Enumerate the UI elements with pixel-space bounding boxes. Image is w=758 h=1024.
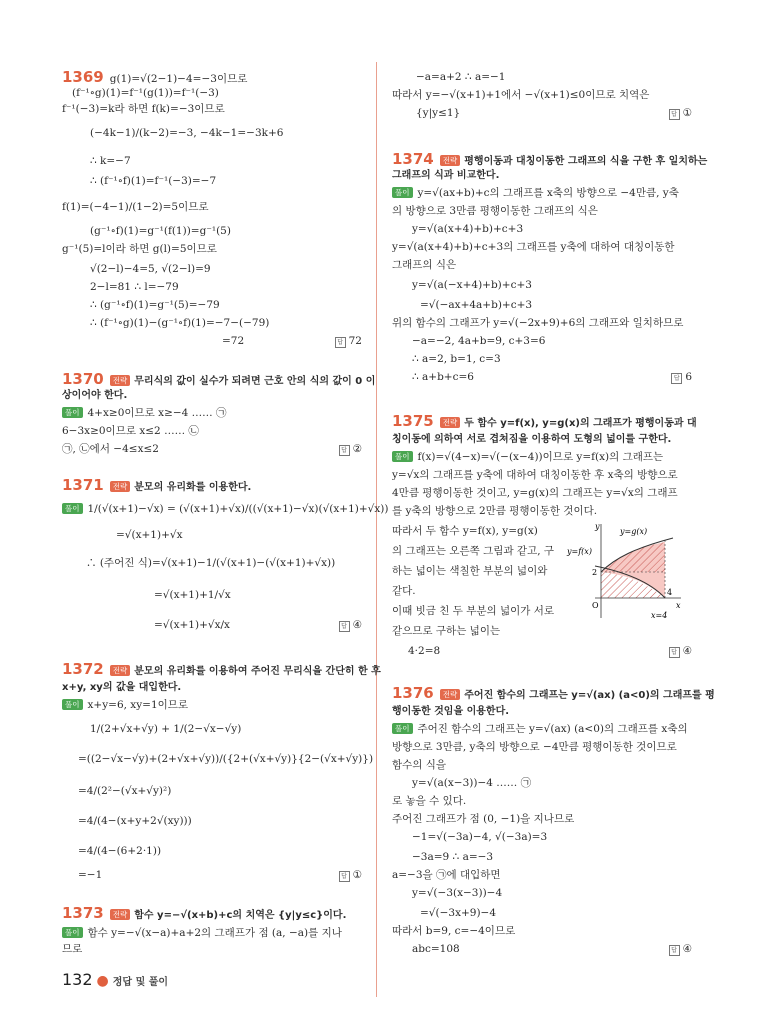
line-text: 그래프의 식은 bbox=[392, 259, 457, 271]
line-text: =√(−3x+9)−4 bbox=[420, 907, 497, 919]
solution-line bbox=[62, 388, 127, 403]
line-text: =√(x+1)+√x bbox=[116, 529, 183, 541]
line-text: −3a=9 ∴ a=−3 bbox=[412, 851, 494, 863]
solution-line bbox=[412, 222, 523, 236]
answer-mark bbox=[339, 442, 362, 456]
label-x-eq-4: x=4 bbox=[651, 611, 668, 620]
line-text: y=√(ax+b)+c의 그래프를 x축의 방향으로 −4만큼, y축 bbox=[417, 187, 679, 199]
line-text: −a=a+2 ∴ a=−1 bbox=[416, 71, 506, 83]
solution-line bbox=[90, 722, 241, 736]
solution-line bbox=[412, 278, 532, 292]
answer-mark bbox=[669, 942, 692, 956]
solution-line bbox=[116, 528, 183, 542]
answer-box-icon: 답 bbox=[671, 373, 682, 384]
line-text: 의 그래프는 오른쪽 그림과 같고, 구 bbox=[392, 545, 555, 557]
solution-line bbox=[392, 722, 688, 736]
solution-line bbox=[392, 524, 538, 538]
line-text: =√(x+1)+1/√x bbox=[154, 589, 231, 601]
solution-line bbox=[62, 698, 188, 712]
solution-line bbox=[78, 784, 171, 798]
solution-line bbox=[392, 812, 574, 826]
line-text: 행이동한 것임을 이용한다. bbox=[392, 706, 510, 717]
line-text: 두 함수 y=f(x), y=g(x)의 그래프가 평행이동과 대 bbox=[464, 418, 697, 429]
line-text: 6−3x≥0이므로 x≤2 …… ㉡ bbox=[62, 425, 199, 437]
solution-line bbox=[420, 906, 496, 920]
line-text: (−4k−1)/(k−2)=−3, −4k−1=−3k+6 bbox=[90, 127, 284, 139]
strategy-tag: 전략 bbox=[110, 665, 131, 676]
solution-line bbox=[392, 504, 597, 518]
answer-box-icon: 답 bbox=[339, 871, 350, 882]
solution-line bbox=[90, 262, 211, 276]
line-text: 주어진 함수의 그래프는 y=√(ax) (a<0)의 그래프를 평 bbox=[464, 690, 715, 701]
line-text: y=√(a(x+4)+b)+c+3 bbox=[412, 223, 524, 235]
solution-line bbox=[392, 924, 515, 938]
line-text: ∴ (f⁻¹∘g)(1)−(g⁻¹∘f)(1)=−7−(−79) bbox=[90, 317, 270, 329]
page-number: 132 bbox=[62, 970, 93, 989]
solution-line bbox=[78, 814, 192, 828]
answer-mark bbox=[671, 370, 692, 384]
solution-line bbox=[392, 584, 416, 598]
line-text: ∴ (주어진 식)=√(x+1)−1/(√(x+1)−(√(x+1)+√x)) bbox=[86, 557, 336, 569]
line-text: ∴ a=2, b=1, c=3 bbox=[412, 353, 501, 365]
line-text: ∴ (f⁻¹∘f)(1)=f⁻¹(−3)=−7 bbox=[90, 175, 217, 187]
line-text: 의 방향으로 3만큼 평행이동한 그래프의 식은 bbox=[392, 205, 598, 217]
solution-line bbox=[392, 88, 649, 102]
line-text: 따라서 y=−√(x+1)+1에서 −√(x+1)≤0이므로 치역은 bbox=[392, 89, 650, 101]
solution-line bbox=[392, 758, 446, 772]
line-text: 4만큼 평행이동한 것이고, y=g(x)의 그래프는 y=√x의 그래프 bbox=[392, 487, 678, 499]
strategy-tag: 전략 bbox=[440, 417, 461, 428]
solution-line bbox=[90, 126, 283, 140]
line-text: 따라서 b=9, c=−4이므로 bbox=[392, 925, 516, 937]
solution-line bbox=[392, 186, 679, 200]
page-footer bbox=[62, 970, 168, 989]
solution-line bbox=[62, 502, 388, 516]
problem-header bbox=[62, 70, 247, 86]
problem-number: 1370 bbox=[62, 370, 104, 388]
problem-header bbox=[62, 662, 381, 679]
label-two: 2 bbox=[592, 568, 598, 577]
answer-mark bbox=[339, 618, 362, 632]
solution-line bbox=[78, 844, 161, 858]
line-text: (f⁻¹∘g)(1)=f⁻¹(g(1))=f⁻¹(−3) bbox=[72, 87, 219, 99]
line-text: f(1)=(−4−1)/(1−2)=5이므로 bbox=[62, 201, 209, 213]
line-text: 로 놓을 수 있다. bbox=[392, 795, 467, 807]
answer-value: ① bbox=[352, 869, 362, 881]
line-text: 4+x≥0이므로 x≥−4 …… ㉠ bbox=[87, 407, 227, 419]
line-text: y=√(a(−x+4)+b)+c+3 bbox=[412, 279, 532, 291]
answer-value: ④ bbox=[352, 619, 362, 631]
problem-header bbox=[392, 414, 697, 431]
line-text: =4/(4−(6+2·1)) bbox=[78, 845, 162, 857]
answer-mark bbox=[339, 868, 362, 882]
column-divider bbox=[376, 62, 377, 997]
line-text: f⁻¹(−3)=k라 하면 f(k)=−3이므로 bbox=[62, 103, 225, 115]
solution-line bbox=[392, 468, 678, 482]
solution-line bbox=[62, 680, 181, 695]
answer-mark bbox=[669, 106, 692, 120]
line-text: g⁻¹(5)=l이라 하면 g(l)=5이므로 bbox=[62, 243, 217, 255]
solution-line bbox=[392, 624, 500, 638]
line-text: 함수의 식을 bbox=[392, 759, 447, 771]
solution-line bbox=[62, 442, 159, 456]
solution-line bbox=[412, 830, 547, 844]
line-text: ∴ (g⁻¹∘f)(1)=g⁻¹(5)=−79 bbox=[90, 299, 220, 311]
answer-value: ④ bbox=[682, 645, 692, 657]
line-text: 그래프의 식과 비교한다. bbox=[392, 170, 500, 181]
solution-line bbox=[392, 486, 678, 500]
line-text: 따라서 두 함수 y=f(x), y=g(x) bbox=[392, 525, 538, 537]
line-text: =72 bbox=[222, 335, 245, 347]
solution-line bbox=[392, 204, 598, 218]
line-text: x+y=6, xy=1이므로 bbox=[87, 699, 189, 711]
answer-box-icon: 답 bbox=[669, 945, 680, 956]
line-text: abc=108 bbox=[412, 943, 460, 955]
solution-tag: 풀이 bbox=[62, 407, 83, 418]
answer-value: ② bbox=[352, 443, 362, 455]
line-text: g(1)=√(2−1)−4=−3이므로 bbox=[109, 73, 248, 85]
label-g: y=g(x) bbox=[620, 527, 648, 536]
label-x: x bbox=[676, 601, 681, 610]
line-text: 1/(√(x+1)−√x) = (√(x+1)+√x)/((√(x+1)−√x)(√(x+1)+√x)) bbox=[87, 503, 389, 515]
solution-line bbox=[90, 280, 179, 294]
solution-line bbox=[392, 704, 509, 719]
line-text: 를 y축의 방향으로 2만큼 평행이동한 것이다. bbox=[392, 505, 598, 517]
label-y: y bbox=[595, 522, 600, 531]
line-text: 므로 bbox=[62, 943, 83, 955]
solution-line bbox=[90, 298, 220, 312]
problem-number: 1372 bbox=[62, 660, 104, 678]
line-text: 같으므로 구하는 넓이는 bbox=[392, 625, 501, 637]
answer-value: 72 bbox=[348, 335, 362, 347]
line-text: (g⁻¹∘f)(1)=g⁻¹(f(1))=g⁻¹(5) bbox=[90, 225, 231, 237]
line-text: −1=√(−3a)−4, √(−3a)=3 bbox=[412, 831, 548, 843]
line-text: 위의 함수의 그래프가 y=√(−2x+9)+6의 그래프와 일치하므로 bbox=[392, 317, 684, 329]
solution-line bbox=[154, 588, 231, 602]
answer-box-icon: 답 bbox=[339, 621, 350, 632]
line-text: 분모의 유리화를 이용한다. bbox=[134, 482, 252, 493]
strategy-tag: 전략 bbox=[110, 481, 131, 492]
line-text: f(x)=√(4−x)=√(−(x−4))이므로 y=f(x)의 그래프는 bbox=[417, 451, 664, 463]
answer-mark bbox=[669, 644, 692, 658]
solution-line bbox=[90, 316, 269, 330]
solution-line bbox=[408, 644, 440, 658]
solution-line bbox=[416, 70, 506, 84]
line-text: 같다. bbox=[392, 585, 416, 597]
solution-line bbox=[392, 432, 671, 447]
answer-mark bbox=[335, 334, 362, 348]
area-graph bbox=[565, 520, 685, 620]
problem-number: 1375 bbox=[392, 412, 434, 430]
line-text: ∴ a+b+c=6 bbox=[412, 371, 474, 383]
solution-tag: 풀이 bbox=[392, 723, 413, 734]
solution-line bbox=[90, 224, 231, 238]
line-text: 주어진 그래프가 점 (0, −1)을 지나므로 bbox=[392, 813, 575, 825]
problem-number: 1371 bbox=[62, 476, 104, 494]
line-text: 상이어야 한다. bbox=[62, 390, 128, 401]
line-text: y=√(a(x+4)+b)+c+3의 그래프를 y축에 대하여 대칭이동한 bbox=[392, 241, 675, 253]
strategy-tag: 전략 bbox=[110, 375, 131, 386]
line-text: =√(x+1)+√x/x bbox=[154, 619, 230, 631]
solution-line bbox=[392, 564, 547, 578]
solution-line bbox=[222, 334, 244, 348]
label-origin: O bbox=[592, 601, 599, 610]
solution-line bbox=[154, 618, 230, 632]
line-text: 평행이동과 대칭이동한 그래프의 식을 구한 후 일치하는 bbox=[464, 156, 708, 167]
solution-line bbox=[392, 740, 677, 754]
solution-line bbox=[392, 168, 499, 183]
solution-line bbox=[86, 556, 335, 570]
answer-box-icon: 답 bbox=[335, 337, 346, 348]
solution-line bbox=[62, 942, 82, 956]
solution-tag: 풀이 bbox=[62, 699, 83, 710]
solution-tag: 풀이 bbox=[62, 927, 83, 938]
solution-line bbox=[420, 298, 532, 312]
solution-line bbox=[62, 406, 227, 420]
solution-line bbox=[412, 886, 502, 900]
answer-box-icon: 답 bbox=[669, 647, 680, 658]
solution-line bbox=[412, 370, 474, 384]
label-f: y=f(x) bbox=[567, 547, 592, 556]
line-text: 분모의 유리화를 이용하여 주어진 무리식을 간단히 한 후 bbox=[134, 666, 381, 677]
solution-line bbox=[416, 106, 460, 120]
solution-line bbox=[392, 240, 675, 254]
solution-line bbox=[392, 604, 554, 618]
problem-header bbox=[62, 478, 251, 495]
solution-line bbox=[72, 86, 219, 100]
solution-line bbox=[78, 868, 102, 882]
solution-line bbox=[392, 794, 466, 808]
solution-line bbox=[78, 752, 373, 766]
answer-value: ④ bbox=[682, 943, 692, 955]
answer-value: ① bbox=[682, 107, 692, 119]
line-text: x+y, xy의 값을 대입한다. bbox=[62, 682, 182, 693]
line-text: 주어진 함수의 그래프는 y=√(ax) (a<0)의 그래프를 x축의 bbox=[417, 723, 688, 735]
problem-header bbox=[62, 906, 346, 923]
solution-line bbox=[62, 102, 225, 116]
answer-box-icon: 답 bbox=[669, 109, 680, 120]
line-text: y=√(a(x−3))−4 …… ㉠ bbox=[412, 777, 532, 789]
footer-dot-icon: ● bbox=[96, 973, 109, 989]
footer-label: 정답 및 풀이 bbox=[112, 977, 169, 988]
solution-line bbox=[62, 424, 199, 438]
solution-line bbox=[90, 154, 131, 168]
hatched-upper bbox=[601, 542, 665, 572]
solution-line bbox=[412, 850, 493, 864]
solution-line bbox=[62, 242, 217, 256]
line-text: 무리식의 값이 실수가 되려면 근호 안의 식의 값이 0 이 bbox=[134, 376, 376, 387]
line-text: −a=−2, 4a+b=9, c+3=6 bbox=[412, 335, 546, 347]
line-text: 1/(2+√x+√y) + 1/(2−√x−√y) bbox=[90, 723, 242, 735]
solution-line bbox=[392, 316, 683, 330]
solution-tag: 풀이 bbox=[392, 451, 413, 462]
solution-tag: 풀이 bbox=[392, 187, 413, 198]
line-text: =4/(2²−(√x+√y)²) bbox=[78, 785, 172, 797]
solution-line bbox=[62, 200, 209, 214]
problem-header bbox=[392, 152, 707, 169]
problem-number: 1374 bbox=[392, 150, 434, 168]
line-text: y=√(−3(x−3))−4 bbox=[412, 887, 503, 899]
solution-line bbox=[412, 334, 545, 348]
strategy-tag: 전략 bbox=[440, 155, 461, 166]
solution-line bbox=[392, 450, 663, 464]
problem-number: 1376 bbox=[392, 684, 434, 702]
line-text: ㉠, ㉡에서 −4≤x≤2 bbox=[62, 443, 159, 455]
line-text: =√(−ax+4a+b)+c+3 bbox=[420, 299, 533, 311]
problem-header bbox=[62, 372, 375, 389]
line-text: 방향으로 3만큼, y축의 방향으로 −4만큼 평행이동한 것이므로 bbox=[392, 741, 677, 753]
solution-line bbox=[412, 352, 501, 366]
line-text: 4·2=8 bbox=[408, 645, 441, 657]
line-text: 함수 y=−√(x−a)+a+2의 그래프가 점 (a, −a)를 지나 bbox=[87, 927, 342, 939]
answer-value: 6 bbox=[685, 371, 692, 383]
solution-line bbox=[90, 174, 216, 188]
line-text: =−1 bbox=[78, 869, 103, 881]
line-text: √(2−l)−4=5, √(2−l)=9 bbox=[90, 263, 211, 275]
line-text: {y|y≤1} bbox=[416, 107, 461, 119]
problem-number: 1369 bbox=[62, 68, 104, 86]
problem-header bbox=[392, 686, 715, 703]
solution-tag: 풀이 bbox=[62, 503, 83, 514]
line-text: =4/(4−(x+y+2√(xy))) bbox=[78, 815, 192, 827]
answer-box-icon: 답 bbox=[339, 445, 350, 456]
line-text: ∴ k=−7 bbox=[90, 155, 131, 167]
solution-line bbox=[62, 926, 342, 940]
solution-line bbox=[392, 544, 554, 558]
solution-line bbox=[392, 258, 456, 272]
strategy-tag: 전략 bbox=[110, 909, 131, 920]
solution-line bbox=[392, 868, 501, 882]
line-text: a=−3을 ㉠에 대입하면 bbox=[392, 869, 501, 881]
line-text: 하는 넓이는 색칠한 부분의 넓이와 bbox=[392, 565, 548, 577]
line-text: y=√x의 그래프를 y축에 대하여 대칭이동한 후 x축의 방향으로 bbox=[392, 469, 678, 481]
solution-line bbox=[412, 942, 460, 956]
line-text: 칭이동에 의하여 서로 겹쳐짐을 이용하여 도형의 넓이를 구한다. bbox=[392, 434, 672, 445]
line-text: =((2−√x−√y)+(2+√x+√y))/({2+(√x+√y)}{2−(√x+√y)}) bbox=[78, 753, 374, 765]
line-text: 2−l=81 ∴ l=−79 bbox=[90, 281, 179, 293]
line-text: 함수 y=−√(x+b)+c의 치역은 {y|y≤c}이다. bbox=[134, 910, 347, 921]
solution-line bbox=[412, 776, 531, 790]
problem-number: 1373 bbox=[62, 904, 104, 922]
label-four: 4 bbox=[667, 588, 673, 597]
line-text: 이때 빗금 친 두 부분의 넓이가 서로 bbox=[392, 605, 555, 617]
strategy-tag: 전략 bbox=[440, 689, 461, 700]
